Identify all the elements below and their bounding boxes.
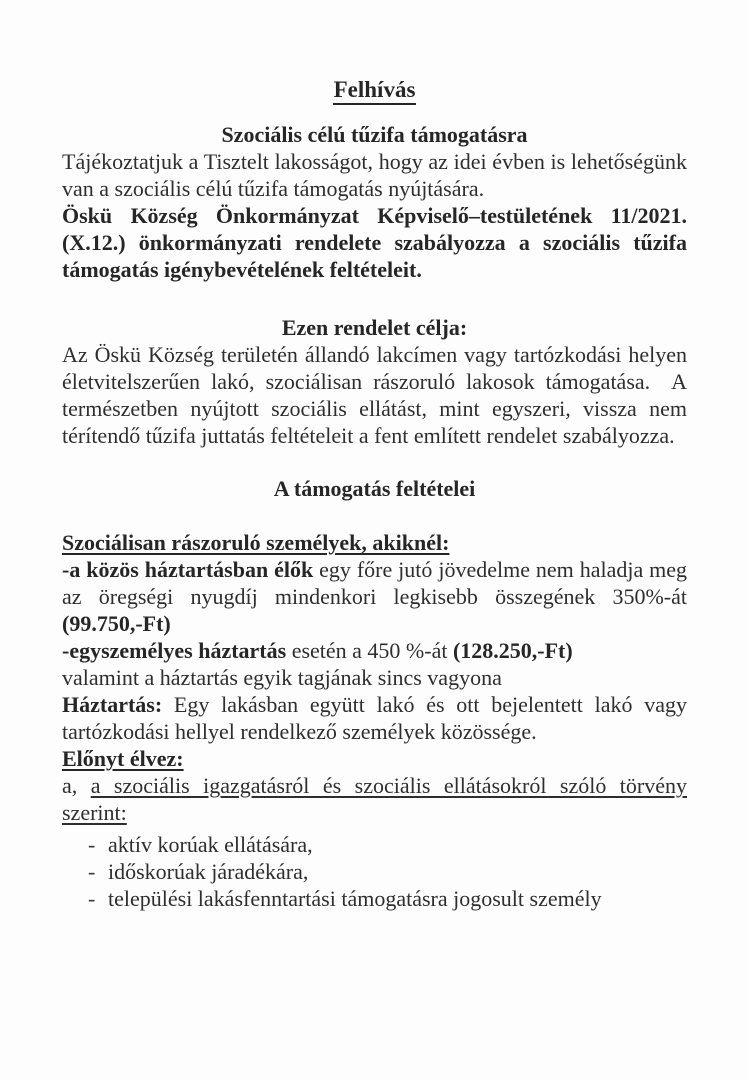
rule-single-household-amount: (128.250,-Ft) — [452, 638, 573, 663]
list-item-text: időskorúak járadékára, — [108, 859, 309, 884]
dash-bullet-icon: - — [88, 832, 96, 857]
conditions-section — [62, 529, 687, 912]
rule-single-household — [62, 637, 687, 664]
law-reference — [62, 772, 687, 826]
page-title — [62, 76, 687, 104]
rule-single-household-lead: -egyszemélyes háztartás — [62, 638, 287, 663]
rule-shared-household-text: egy főre jutó jövedelme nem haladja meg az öregségi nyugdíj mindenkori legkisebb összegének 350%-át — [62, 557, 688, 609]
priority-heading-text: Előnyt élvez: — [62, 746, 184, 771]
dash-bullet-icon: - — [88, 859, 96, 884]
list-item — [88, 885, 687, 912]
household-definition — [62, 691, 687, 745]
rule-shared-household-lead: -a közös háztartásban élők — [62, 557, 314, 582]
page-subtitle: Szociális célú tűzifa támogatásra — [221, 122, 528, 147]
eligibility-heading-text: Szociálisan rászoruló személyek, akiknél: — [62, 530, 450, 555]
list-item-text: aktív korúak ellátására, — [108, 832, 313, 857]
conditions-heading: A támogatás feltételei — [273, 476, 476, 501]
law-reference-text: a szociális igazgatásról és szociális ellátásokról szóló törvény szerint: — [62, 773, 688, 825]
priority-list — [62, 831, 687, 912]
list-item — [88, 831, 687, 858]
list-item-text: települési lakásfenntartási támogatásra jogosult személy — [108, 886, 602, 911]
page-title-text: Felhívás — [333, 77, 417, 105]
household-definition-text: Egy lakásban együtt lakó és ott bejelentett lakó vagy tartózkodási hellyel rendelkező személyek közössége. — [62, 692, 687, 744]
rule-single-household-text: esetén a 450 %-át — [286, 638, 453, 663]
purpose-paragraph: Az Öskü Község területén állandó lakcímen vagy tartózkodási helyen életvitelszerűen lakó, szociálisan rászoruló lakosok támogatása. A természetben nyújtott szociális ellátást, mint egyszeri, vissza nem térítendő tűzifa juttatás feltételeit a fent említett rendelet szabályozza. — [62, 342, 687, 448]
rule-no-assets: valamint a háztartás egyik tagjának sincs vagyona — [62, 665, 502, 690]
priority-heading — [62, 745, 687, 772]
rule-shared-household — [62, 556, 687, 637]
household-definition-label: Háztartás: — [62, 692, 163, 717]
purpose-heading: Ezen rendelet célja: — [281, 315, 468, 340]
dash-bullet-icon: - — [88, 886, 96, 911]
list-item — [88, 858, 687, 885]
eligibility-heading — [62, 529, 687, 556]
rule-shared-household-amount: (99.750,-Ft) — [62, 611, 171, 636]
law-reference-prefix: a, — [62, 773, 91, 798]
decree-paragraph: Öskü Község Önkormányzat Képviselő–testületének 11/2021.(X.12.) önkormányzati rendelete szabályozza a szociális tűzifa támogatás igénybevételének feltételeit. — [62, 203, 687, 282]
intro-paragraph: Tájékoztatjuk a Tisztelt lakosságot, hogy az idei évben is lehetőségünk van a szociális célú tűzifa támogatás nyújtására. — [62, 149, 687, 201]
